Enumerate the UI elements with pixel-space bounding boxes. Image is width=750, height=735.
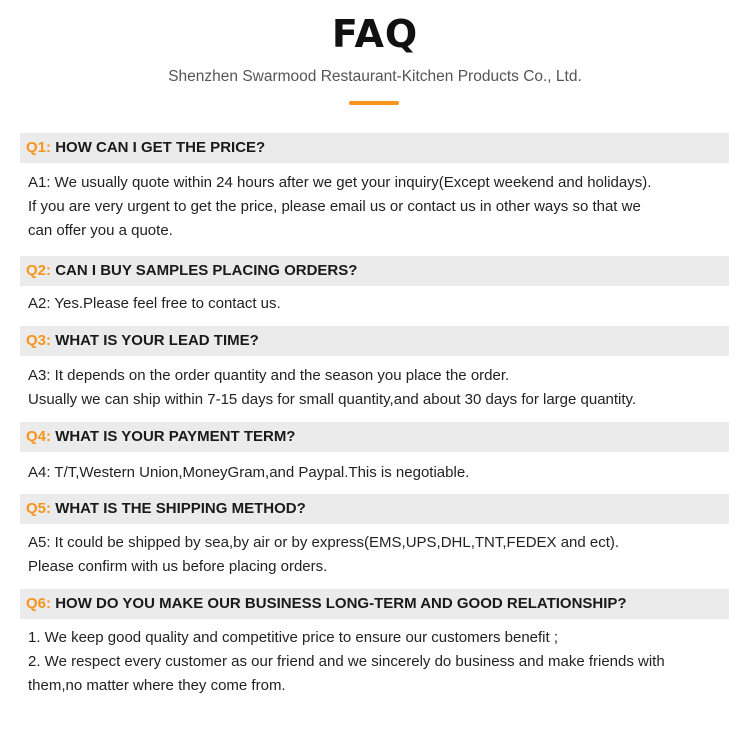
answer-line: Please confirm with us before placing orders. bbox=[28, 558, 328, 575]
answer-line: 1. We keep good quality and competitive price to ensure our customers benefit ; bbox=[28, 629, 559, 646]
question-text: CAN I BUY SAMPLES PLACING ORDERS? bbox=[55, 262, 358, 279]
answer-line: Usually we can ship within 7-15 days for small quantity,and about 30 days for large quantity. bbox=[28, 391, 637, 408]
faq-question-1 bbox=[20, 133, 729, 163]
answer-line: A4: T/T,Western Union,MoneyGram,and Paypal.This is negotiable. bbox=[28, 464, 470, 481]
question-number: Q4: bbox=[26, 428, 52, 445]
faq-question-5 bbox=[20, 494, 729, 524]
page-title: FAQ bbox=[331, 12, 419, 56]
question-number: Q2: bbox=[26, 262, 52, 279]
question-text: WHAT IS YOUR PAYMENT TERM? bbox=[55, 428, 296, 445]
faq-answer-3 bbox=[28, 364, 728, 412]
answer-line: A3: It depends on the order quantity and the season you place the order. bbox=[28, 367, 510, 384]
faq-question-3 bbox=[20, 326, 729, 356]
question-number: Q6: bbox=[26, 595, 52, 612]
answer-line: can offer you a quote. bbox=[28, 222, 173, 239]
question-number: Q5: bbox=[26, 500, 52, 517]
faq-answer-1 bbox=[28, 171, 728, 243]
answer-line: A5: It could be shipped by sea,by air or by express(EMS,UPS,DHL,TNT,FEDEX and ect). bbox=[28, 534, 620, 551]
question-number: Q3: bbox=[26, 332, 52, 349]
faq-question-2 bbox=[20, 256, 729, 286]
question-text: HOW CAN I GET THE PRICE? bbox=[55, 139, 266, 156]
faq-answer-4 bbox=[28, 461, 728, 485]
question-text: WHAT IS YOUR LEAD TIME? bbox=[55, 332, 259, 349]
faq-answer-6 bbox=[28, 626, 728, 698]
title-underline bbox=[349, 101, 399, 105]
faq-answer-2 bbox=[28, 292, 728, 316]
faq-question-4 bbox=[20, 422, 729, 452]
answer-line: A1: We usually quote within 24 hours after we get your inquiry(Except weekend and holidays). bbox=[28, 174, 652, 191]
question-number: Q1: bbox=[26, 139, 52, 156]
answer-line: them,no matter where they come from. bbox=[28, 677, 286, 694]
faq-question-6 bbox=[20, 589, 729, 619]
answer-line: If you are very urgent to get the price, please email us or contact us in other ways so that we bbox=[28, 198, 641, 215]
answer-line: 2. We respect every customer as our friend and we sincerely do business and make friends with bbox=[28, 653, 665, 670]
faq-answer-5 bbox=[28, 531, 728, 579]
question-text: WHAT IS THE SHIPPING METHOD? bbox=[55, 500, 306, 517]
answer-line: A2: Yes.Please feel free to contact us. bbox=[28, 295, 281, 312]
company-name: Shenzhen Swarmood Restaurant-Kitchen Products Co., Ltd. bbox=[168, 68, 582, 85]
question-text: HOW DO YOU MAKE OUR BUSINESS LONG-TERM AND GOOD RELATIONSHIP? bbox=[55, 595, 627, 612]
